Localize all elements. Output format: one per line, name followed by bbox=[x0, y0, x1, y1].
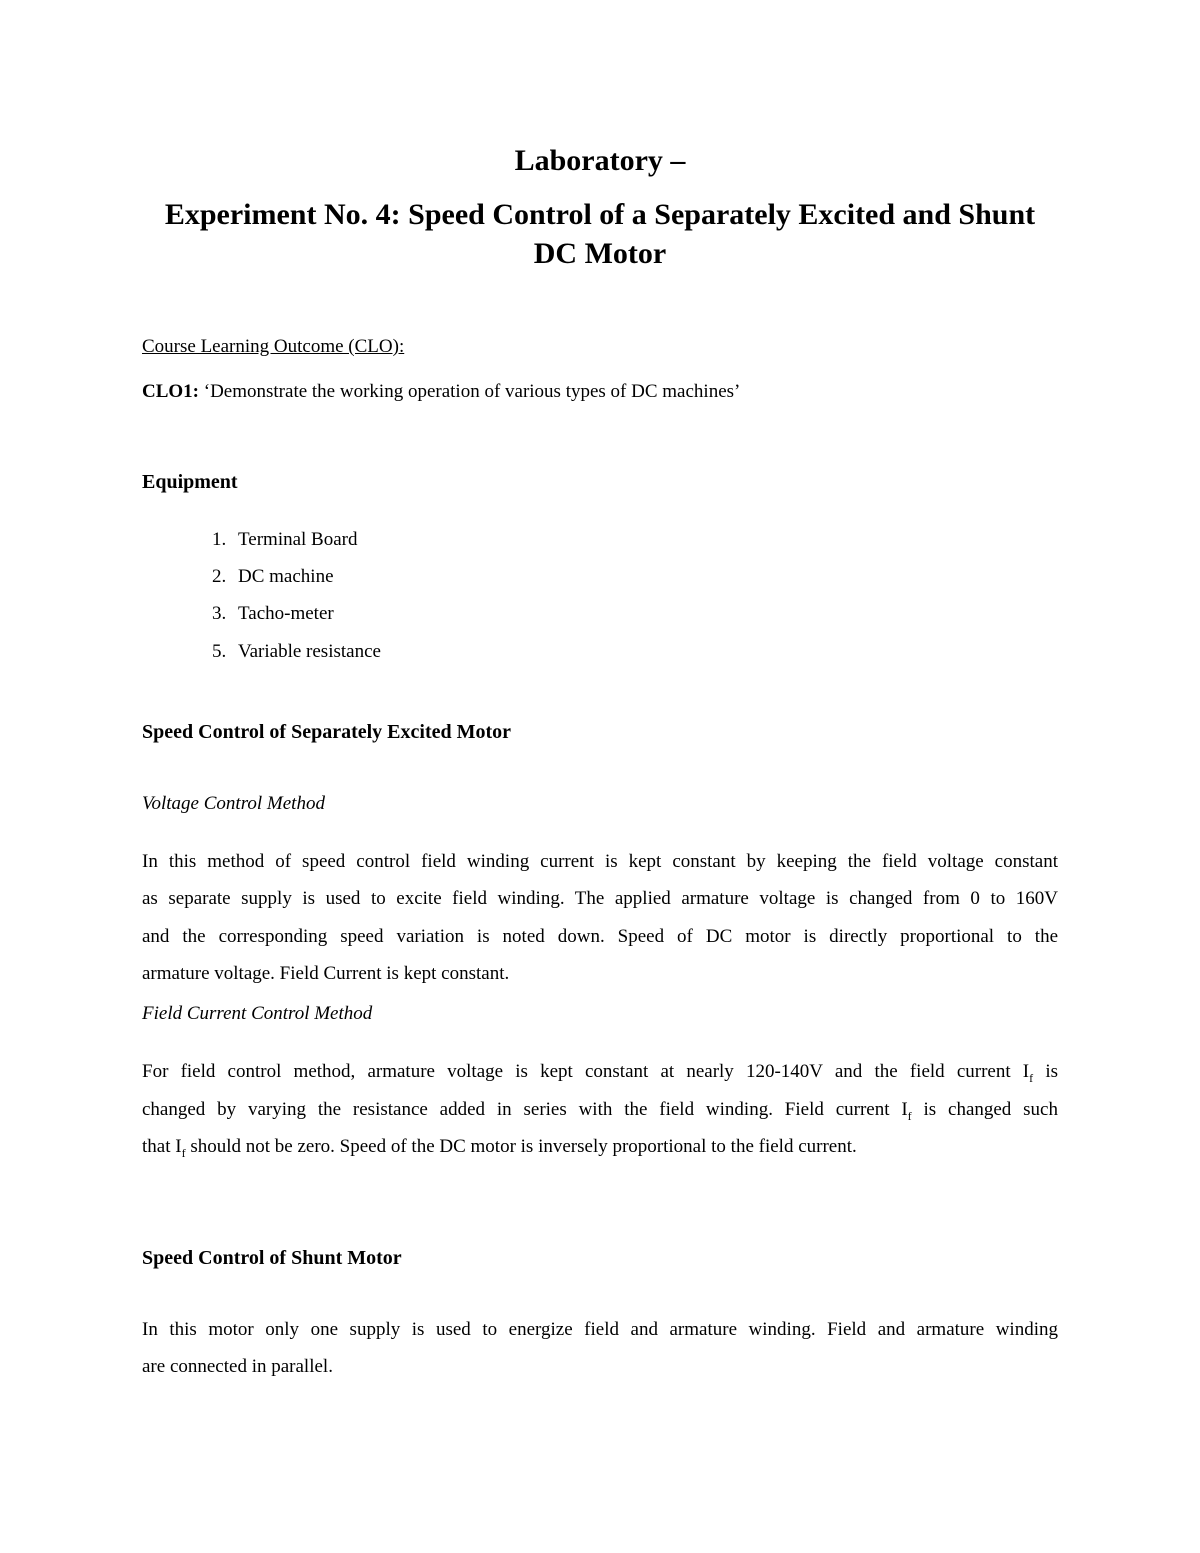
equipment-item-number: 3. bbox=[212, 603, 227, 624]
shunt-paragraph-line: In this motor only one supply is used to energize field and armature winding. Field and armature winding bbox=[142, 1319, 1058, 1340]
voltage-control-subheading: Voltage Control Method bbox=[142, 793, 325, 814]
field-line-text: is bbox=[1033, 1061, 1058, 1082]
equipment-item-text: Terminal Board bbox=[238, 529, 358, 550]
title-laboratory: Laboratory – bbox=[514, 144, 686, 177]
subscript-f: f bbox=[1029, 1070, 1034, 1085]
subscript-f: f bbox=[181, 1145, 186, 1160]
field-line-text: is changed such bbox=[911, 1099, 1058, 1120]
voltage-paragraph-line: armature voltage. Field Current is kept constant. bbox=[142, 963, 510, 984]
title-experiment-line1: Experiment No. 4: Speed Control of a Separately Excited and Shunt bbox=[164, 198, 1036, 231]
title-experiment-line2: DC Motor bbox=[533, 237, 667, 270]
separately-excited-heading: Speed Control of Separately Excited Motor bbox=[142, 721, 512, 743]
equipment-item bbox=[212, 602, 334, 626]
equipment-item bbox=[212, 640, 381, 664]
clo1-statement bbox=[142, 380, 740, 404]
field-line-text: should not be zero. Speed of the DC motor is inversely proportional to the field current. bbox=[185, 1136, 857, 1157]
equipment-item-text: DC machine bbox=[238, 566, 334, 587]
voltage-paragraph-line: In this method of speed control field winding current is kept constant by keeping the field voltage constant bbox=[142, 851, 1058, 872]
field-paragraph-line bbox=[142, 1060, 1058, 1084]
field-line-text: that I bbox=[142, 1136, 182, 1157]
clo1-text: ‘Demonstrate the working operation of various types of DC machines’ bbox=[199, 381, 741, 402]
shunt-paragraph-line: are connected in parallel. bbox=[142, 1356, 333, 1377]
equipment-heading: Equipment bbox=[142, 471, 238, 493]
equipment-item-number: 2. bbox=[212, 566, 227, 587]
equipment-item-text: Variable resistance bbox=[238, 641, 381, 662]
field-line-text: For field control method, armature voltage is kept constant at nearly 120-140V and the field current I bbox=[142, 1061, 1030, 1082]
equipment-item-number: 5. bbox=[212, 641, 227, 662]
equipment-item bbox=[212, 528, 358, 552]
equipment-item-number: 1. bbox=[212, 529, 227, 550]
clo-heading: Course Learning Outcome (CLO): bbox=[142, 336, 405, 357]
field-current-subheading: Field Current Control Method bbox=[142, 1003, 373, 1024]
voltage-paragraph-line: and the corresponding speed variation is noted down. Speed of DC motor is directly proportional to the bbox=[142, 926, 1058, 947]
clo1-label: CLO1: bbox=[142, 381, 199, 402]
equipment-item bbox=[212, 565, 334, 589]
shunt-motor-heading: Speed Control of Shunt Motor bbox=[142, 1247, 402, 1269]
field-line-text: changed by varying the resistance added in series with the field winding. Field current I bbox=[142, 1099, 908, 1120]
subscript-f: f bbox=[907, 1108, 912, 1123]
field-paragraph-line bbox=[142, 1135, 1058, 1159]
field-paragraph-line bbox=[142, 1098, 1058, 1122]
equipment-item-text: Tacho-meter bbox=[238, 603, 334, 624]
voltage-paragraph-line: as separate supply is used to excite field winding. The applied armature voltage is changed from 0 to 160V bbox=[142, 888, 1058, 909]
